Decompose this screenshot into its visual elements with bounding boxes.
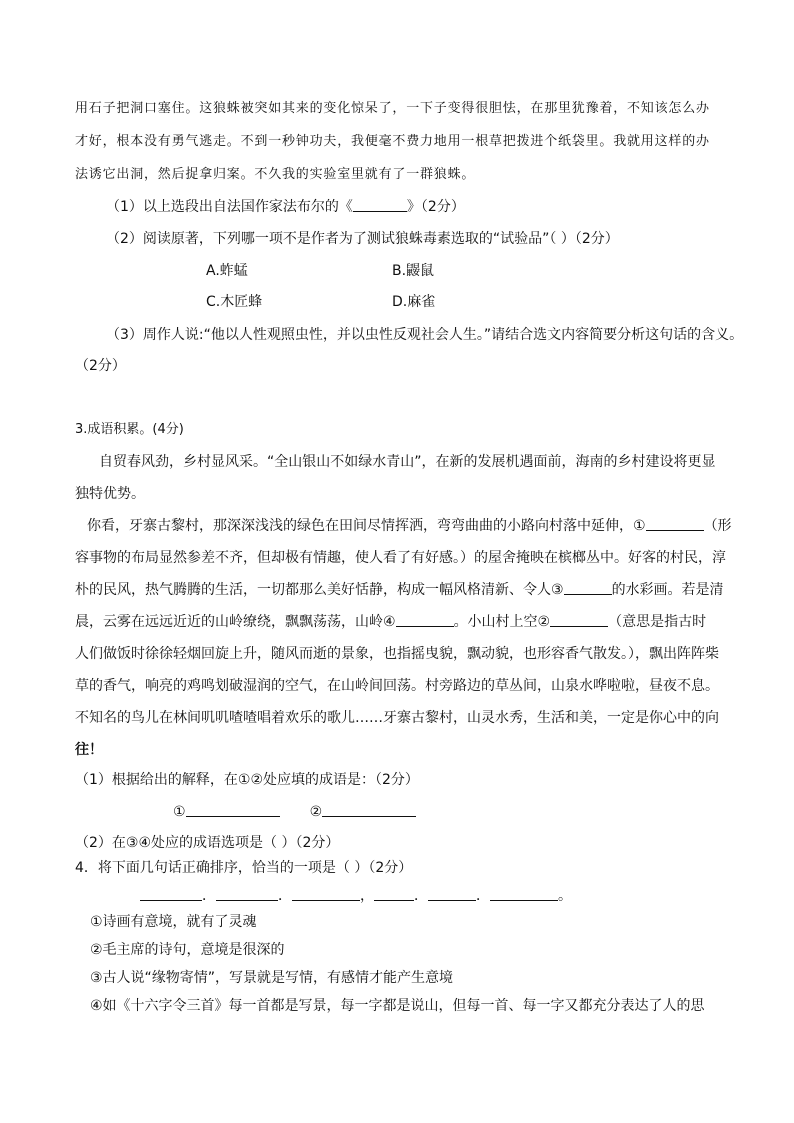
q3-passage-line-4: [75, 612, 706, 632]
q3-line1-tail: （形: [703, 518, 732, 534]
q4-item-1: ①诗画有意境，就有了灵魂: [90, 914, 257, 930]
passage-line-3: 法诱它出洞，然后捉拿归案。不久我的实验室里就有了一群狼蛛。: [75, 167, 476, 182]
passage-line-2: 才好，根本没有勇气逃走。不到一秒钟功夫，我便毫不费力地用一根草把拨进个纸袋里。我就用这样的办: [75, 134, 710, 149]
q3-intro-line-1: 自贸春风劲，乡村显风采。“全山银山不如绿水青山”，在新的发展机遇面前，海南的乡村建设将更显: [99, 454, 716, 470]
q3-heading: 3.成语积累。(4分): [75, 422, 184, 437]
q3-passage-line-5: 人们做饭时徐徐轻烟回旋上升，随风而逝的景象，也指摇曳貌，飘动貌，也形容香气散发。），飘出阵阵柴: [75, 646, 719, 662]
blank-3[interactable]: [564, 580, 612, 595]
separator-dot: ．: [202, 888, 216, 904]
q3-line3-tail: 的水彩画。若是清: [611, 582, 724, 598]
q3-line1-text: 你看，牙寨古黎村，那深深浅浅的绿色在田间尽情挥洒，弯弯曲曲的小路向村落中延伸，①: [87, 518, 646, 534]
order-blank-1[interactable]: [140, 886, 202, 901]
order-blank-5[interactable]: [428, 886, 476, 901]
q3-line3-text: 朴的民风，热气腾腾的生活，一切都那么美好恬静，构成一幅风格清新、令人③: [75, 582, 564, 598]
order-blank-4[interactable]: [374, 886, 414, 901]
answer-blank-1[interactable]: [186, 802, 280, 817]
q3-line4-tail: （意思是指古时: [608, 614, 707, 630]
q2-option-d: D.麻雀: [392, 294, 436, 310]
q3-line4-mid: 。小山村上空②: [453, 614, 551, 630]
q2-option-c: C.木匠蜂: [206, 294, 263, 310]
q3-passage-line-2: 容事物的布局显然参差不齐，但却极有情趣，使人看了有好感。）的屋舍掩映在槟榔丛中。好客的村民，淳: [75, 550, 726, 566]
blank-4[interactable]: [396, 612, 454, 627]
q3-passage-line-7: 不知名的鸟儿在林间叽叽喳喳唱着欢乐的歌儿……牙寨古黎村，山灵水秀，生活和美，一定是你心中的向: [75, 710, 719, 726]
separator-dot: ．: [476, 888, 490, 904]
q2-sub1: [106, 197, 465, 217]
q4-heading: 4．将下面几句话正确排序，恰当的一项是（ ）（2分）: [75, 860, 413, 876]
q3-passage-line-3: [75, 580, 724, 600]
q4-item-3: ③古人说“缘物寄情”，写景就是写情，有感情才能产生意境: [90, 970, 454, 986]
q3-answer-row: [173, 802, 416, 822]
q3-passage-line-8: 往！: [75, 742, 103, 758]
answer-mark-2: ②: [309, 804, 323, 820]
q3-line4-text: 晨，云雾在远远近近的山岭缭绕，飘飘荡荡，山岭④: [75, 614, 396, 630]
end-mark: 。: [558, 888, 572, 904]
passage-line-1: 用石子把洞口塞住。这狼蛛被突如其来的变化惊呆了，一下子变得很胆怯，在那里犹豫着，不知该怎么办: [75, 101, 710, 116]
q4-item-4: ④如《十六字令三首》每一首都是写景，每一字都是说山，但每一首、每一字又都充分表达了人的思: [90, 998, 705, 1014]
q2-sub3-line-1: （3）周作人说:“他以人性观照虫性，并以虫性反观社会人生。”请结合选文内容简要分析这句话的含义。: [106, 327, 744, 343]
order-blank-6[interactable]: [490, 886, 558, 901]
blank-1[interactable]: [646, 516, 704, 531]
q3-passage-line-6: 草的香气，响亮的鸡鸣划破湿润的空气，在山岭间回荡。村旁路边的草丛间，山泉水哗啦啦，昼夜不息。: [75, 678, 719, 694]
q2-option-b: B.鼹鼠: [392, 263, 435, 279]
order-blank-3[interactable]: [292, 886, 360, 901]
book-title-blank[interactable]: [353, 197, 407, 212]
separator-dot: ．: [278, 888, 292, 904]
blank-2[interactable]: [550, 612, 608, 627]
answer-blank-2[interactable]: [322, 802, 416, 817]
q3-intro-line-2: 独特优势。: [75, 486, 145, 502]
q3-sub2: （2）在③④处应的成语选项是（ ）（2分）: [75, 835, 340, 851]
q2-sub2: （2）阅读原著，下列哪一项不是作者为了测试狼蛛毒素选取的“试验品”（ ）（2分）: [106, 231, 619, 247]
answer-mark-1: ①: [173, 804, 186, 820]
q4-order-blanks: [140, 886, 572, 906]
q2-sub1-prefix: （1）以上选段出自法国作家法布尔的《: [106, 199, 353, 215]
q4-item-2: ②毛主席的诗句，意境是很深的: [90, 942, 285, 958]
order-blank-2[interactable]: [216, 886, 278, 901]
q2-sub1-suffix: 》（2分）: [406, 199, 465, 215]
q2-option-a: A.蚱蜢: [206, 263, 248, 279]
q2-sub3-line-2: （2分）: [75, 358, 126, 374]
separator-comma: ，: [360, 888, 374, 904]
q3-sub1: （1）根据给出的解释，在①②处应填的成语是：（2分）: [75, 772, 419, 788]
q3-passage-line-1: [87, 516, 732, 536]
separator-dot: ．: [414, 888, 428, 904]
